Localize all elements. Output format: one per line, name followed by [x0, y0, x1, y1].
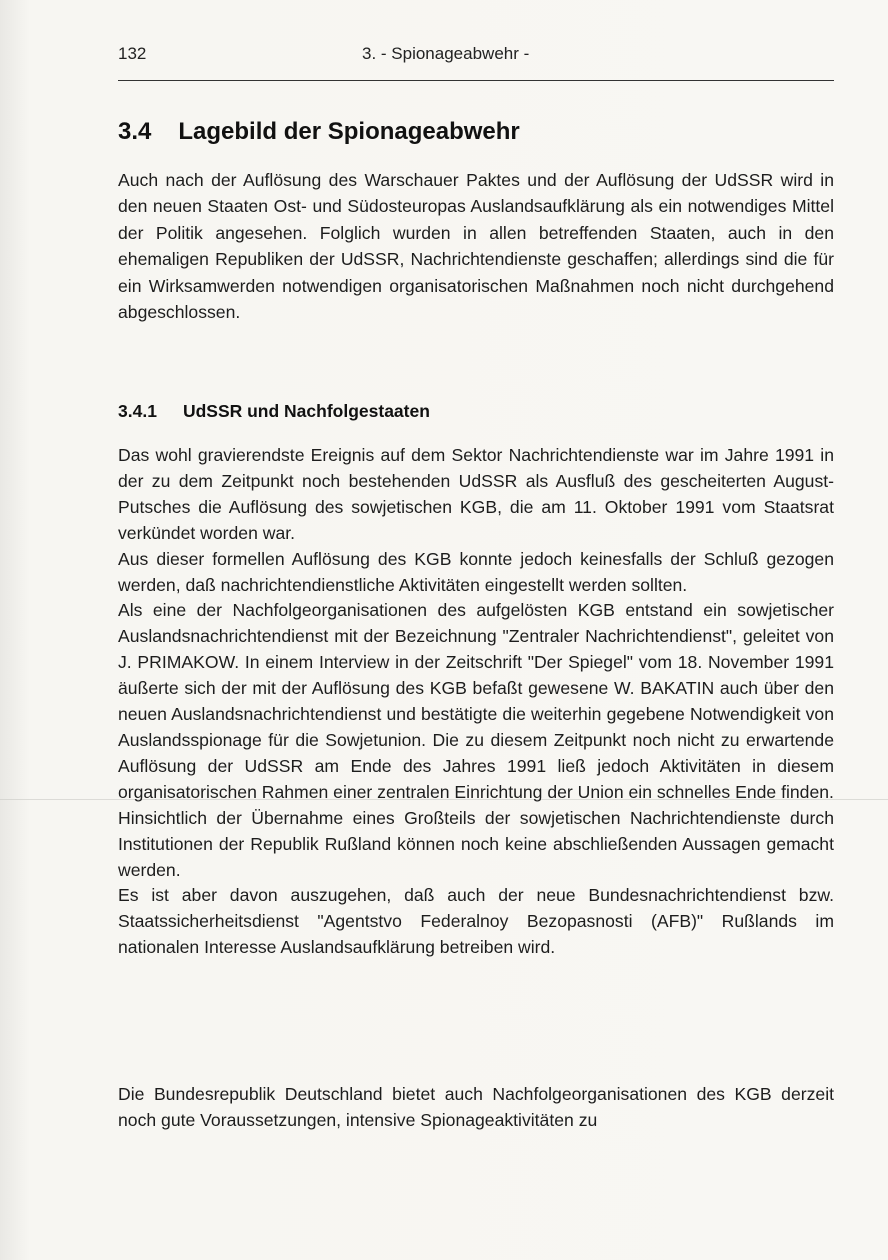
- subsection-title: UdSSR und Nachfolgestaaten: [182, 401, 430, 421]
- section-number: 3.4: [118, 118, 152, 145]
- subsection-body: [118, 443, 834, 961]
- body-paragraph: Hinsichtlich der Übernahme eines Großteils der sowjetischen Nachrichtendienste durch Institutionen der Republik Rußland können noch keine abschließenden Aussagen gemacht werden.: [118, 807, 834, 880]
- header-divider: [118, 80, 834, 81]
- body-paragraph: Als eine der Nachfolgeorganisationen des aufgelösten KGB entstand ein sowjetischer Auslandsnachrichtendienst mit der Bezeichnung "Zentraler Nachrichtendienst", geleitet von J. PRIMAKOW. In einem Interview in der Zeitschrift "Der Spiegel" vom 18. November 1991 äußerte sich der mit der Auflösung des KGB befaßt gewesene W. BAKATIN auch über den neuen Auslandsnachrichtendienst und bestätigte die weiterhin gegebene Notwendigkeit von Auslandsspionage für die Sowjetunion. Die zu diesem Zeitpunkt noch nicht zu erwartende Auflösung der UdSSR am Ende des Jahres 1991 ließ jedoch Aktivitäten in diesem organisatorischen Rahmen einer zentralen Einrichtung der Union ein schnelles Ende finden.: [118, 600, 834, 802]
- body-paragraph: Es ist aber davon auszugehen, daß auch der neue Bundesnachrichtendienst bzw. Staatssicherheitsdienst "Agentstvo Federalnoy Bezopasnosti (AFB)" Rußlands im nationalen Interesse Auslandsaufklärung betreiben wird.: [118, 885, 834, 958]
- page-header: [118, 44, 834, 70]
- section-title: Lagebild der Spionageabwehr: [178, 118, 520, 145]
- page-number: 132: [118, 44, 147, 63]
- subsection-heading: [118, 401, 430, 422]
- section-intro-paragraph: Auch nach der Auflösung des Warschauer Paktes und der Auflösung der UdSSR wird in den neuen Staaten Ost- und Südosteuropas Auslandsaufklärung als ein notwendiges Mittel der Politik angesehen. Folglich wurden in allen betreffenden Staaten, auch in den ehemaligen Republiken der UdSSR, Nachrichtendienste geschaffen; allerdings sind die für ein Wirksamwerden notwendigen organisatorischen Maßnahmen noch nicht durchgehend abgeschlossen.: [118, 170, 834, 323]
- subsection-number: 3.4.1: [118, 401, 157, 421]
- closing-paragraph: Die Bundesrepublik Deutschland bietet auch Nachfolgeorganisationen des KGB derzeit noch gute Voraussetzungen, intensive Spionageaktivitäten zu: [118, 1084, 834, 1131]
- body-paragraph: Das wohl gravierendste Ereignis auf dem Sektor Nachrichtendienste war im Jahre 1991 in der zu dem Zeitpunkt noch bestehenden UdSSR als Ausfluß des gescheiterten August-Putsches die Auflösung des sowjetischen KGB, die am 11. Oktober 1991 vom Staatsrat verkündet worden war.: [118, 445, 834, 543]
- running-head: 3. - Spionageabwehr -: [362, 44, 530, 63]
- section-heading: [118, 118, 520, 146]
- body-paragraph: Aus dieser formellen Auflösung des KGB konnte jedoch keinesfalls der Schluß gezogen werden, daß nachrichtendienstliche Aktivitäten eingestellt werden sollten.: [118, 548, 834, 595]
